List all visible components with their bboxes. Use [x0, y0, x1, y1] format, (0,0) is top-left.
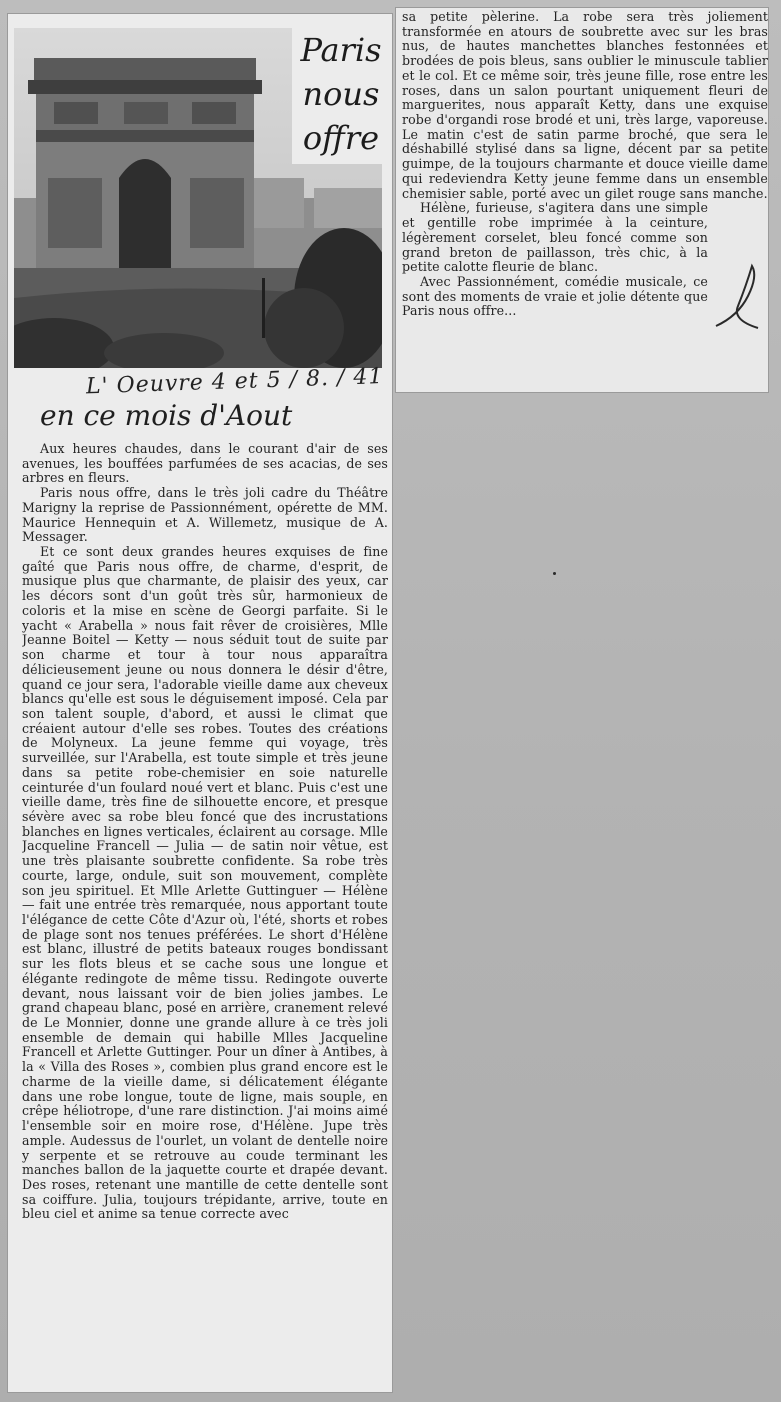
handwritten-source-note: L' Oeuvre 4 et 5 / 8. / 41: [85, 364, 384, 400]
article-paragraph: Avec Passionnément, comédie musicale, ce sont des moments de vraie et jolie détente que Paris nous offre...: [402, 273, 708, 319]
speck-mark: [553, 572, 556, 575]
headline: [292, 24, 390, 164]
headline-line-3: offre: [302, 119, 380, 157]
article-paragraph: Paris nous offre, dans le très joli cadre du Théâtre Marigny la reprise de Passionnément, opérette de MM. Maurice Hennequin et A. Willemetz, musique de A. Messager.: [22, 485, 388, 545]
headline-line-1: Paris: [300, 31, 382, 69]
headline-line-2: nous: [302, 75, 380, 113]
article-column-1: [22, 442, 388, 1390]
article-paragraph: Hélène, furieuse, s'agitera dans une simple et gentille robe imprimée à la ceinture, légèrement corselet, bleu foncé comme son grand breton de paillasson, très chic, à la petite calotte fleurie de blanc.: [402, 200, 708, 275]
article-paragraph: Aux heures chaudes, dans le courant d'air de ses avenues, les bouffées parfumées de ses acacias, de ses arbres en fleurs.: [22, 442, 388, 486]
article-paragraph: Et ce sont deux grandes heures exquises de fine gaîté que Paris nous offre, de charme, d'esprit, de musique plus que charmante, de plaisir des yeux, car les décors sont d'un goût très sûr, harmonieux de coloris et la mise en scène de Georgi parfaite. Si le yacht « Arabella » nous fait rêver de croisières, Mlle Jeanne Boitel — Ketty — nous séduit tout de suite par son charme et tour à tour nous apparaîtra délicieusement jeune ou nous donnera le désir d'être, quand ce jour sera, l'adorable vieille dame aux cheveux blancs qu'elle est sous le déguisement imposé. Cela par son talent souple, d'abord, et aussi le climat que créaient autour d'elle ses robes. Toutes des créations de Molyneux. La jeune femme qui voyage, très surveillée, sur l'Arabella, est toute simple et très jeune dans sa petite robe-chemisier en soie naturelle ceinturée d'un foulard noué vert et blanc. Puis c'est une vieille dame, très fine de silhouette encore, et presque sévère avec sa robe bleu foncé que des incrustations blanches en lignes verticales, éclairent au corsage. Mlle Jacqueline Francell — Julia — de satin noir vêtue, est une très plaisante soubrette confidente. Sa robe très courte, large, ondule, suit son mouvement, complète son jeu spirituel. Et Mlle Arlette Guttinguer — Hélène — fait une entrée très remarquée, nous apportant toute l'élégance de cette Côte d'Azur où, l'été, shorts et robes de plage sont nos tenues préférées. Le short d'Hélène est blanc, illustré de petits bateaux rouges bondissant sur les flots bleus et se cache sous une longue et élégante redingote de même tissu. Redingote ouverte devant, nous laissant voir de bien jolies jambes. Le grand chapeau blanc, posé en arrière, cranement relevé de Le Monnier, donne une grande allure à ce très joli ensemble de demain qui habille Mlles Jacqueline Francell et Arlette Guttinger. Pour un dîner à Antibes, à la « Villa des Roses », combien plus grand encore est le charme de la vieille dame, si délicatement élégante dans une robe longue, toute de ligne, mais souple, en crêpe héliotrope, d'une rare distinction. J'ai moins aimé l'ensemble soir en moire rose, d'Hélène. Jupe très ample. Audessus de l'ourlet, un volant de dentelle noire y serpente et se retrouve au coude terminant les manches ballon de la jaquette courte et drapée devant. Des roses, retenant une mantille de cette dentelle sont sa coiffure. Julia, toujours trépidante, arrive, toute en bleu ciel et anime sa tenue correcte avec: [22, 544, 388, 1222]
pencil-mark-icon: [708, 256, 768, 336]
subheadline: en ce mois d'Aout: [40, 399, 293, 432]
article-paragraph: sa petite pèlerine. La robe sera très joliement transformée en atours de soubrette avec sur les bras nus, de hautes manchettes blanches festonnées et brodées de pois bleus, sans oublier le minuscule tablier et le col. Et ce même soir, très jeune fille, rose entre les roses, dans un salon pourtant uniquement fleuri de marguerites, nous apparaît Ketty, dans une exquise robe d'organdi rose brodé et uni, très large, vaporeuse. Le matin c'est de satin parme broché, que sera le déshabillé stylisé dans sa ligne, décent par sa petite guimpe, de la toujours charmante et douce vieille dame qui redeviendra Ketty jeune femme dans un ensemble chemisier sable, porté avec un gilet rouge sans manche.: [402, 10, 768, 201]
